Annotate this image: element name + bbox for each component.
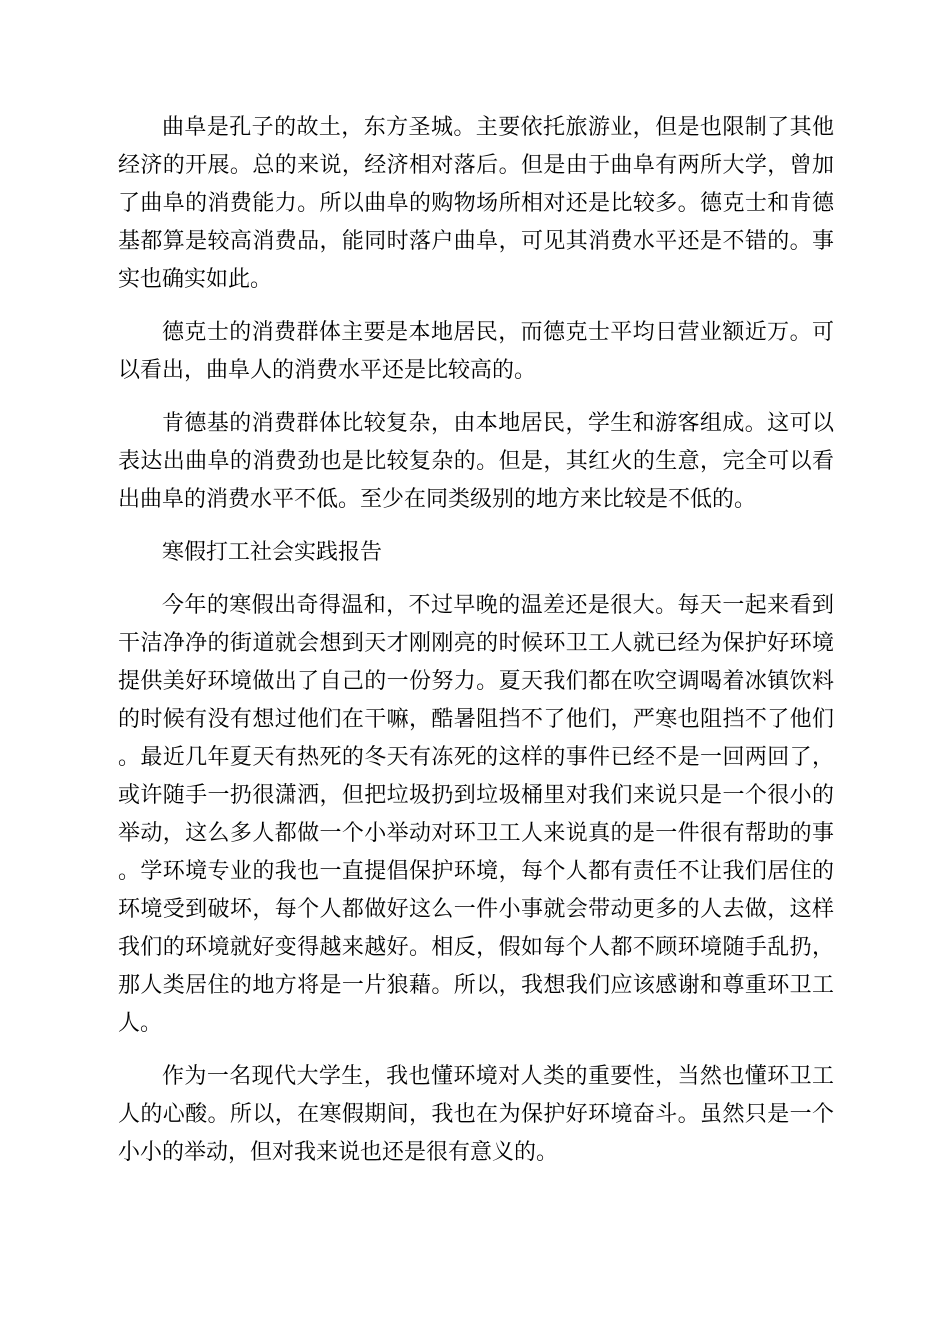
paragraph-kfc-consumers: 肯德基的消费群体比较复杂，由本地居民，学生和游客组成。这可以表达出曲阜的消费劲也是比较复杂的。但是，其红火的生意，完全可以看出曲阜的消费水平不低。至少在同类级别的地方来比较是不低的。	[118, 411, 834, 512]
section-heading: 寒假打工社会实践报告	[162, 540, 383, 565]
paragraph-college-student: 作为一名现代大学生，我也懂环境对人类的重要性，当然也懂环卫工人的心酸。所以，在寒假期间，我也在为保护好环境奋斗。虽然只是一个小小的举动，但对我来说也还是很有意义的。	[118, 1064, 834, 1165]
paragraph-dicos-consumers: 德克士的消费群体主要是本地居民，而德克士平均日营业额近万。可以看出，曲阜人的消费水平还是比较高的。	[118, 320, 834, 383]
document-body	[118, 109, 834, 1187]
paragraph-qufu-economy: 曲阜是孔子的故土，东方圣城。主要依托旅游业，但是也限制了其他经济的开展。总的来说，经济相对落后。但是由于曲阜有两所大学，曾加了曲阜的消费能力。所以曲阜的购物场所相对还是比较多。德克士和肯德基都算是较高消费品，能同时落户曲阜，可见其消费水平还是不错的。事实也确实如此。	[118, 115, 834, 292]
paragraph-winter-break: 今年的寒假出奇得温和，不过早晚的温差还是很大。每天一起来看到干洁净净的街道就会想到天才刚刚亮的时候环卫工人就已经为保护好环境提供美好环境做出了自己的一份努力。夏天我们都在吹空调喝着冰镇饮料的时候有没有想过他们在干嘛，酷暑阻挡不了他们，严寒也阻挡不了他们。最近几年夏天有热死的冬天有冻死的这样的事件已经不是一回两回了，或许随手一扔很潇洒，但把垃圾扔到垃圾桶里对我们来说只是一个很小的举动，这么多人都做一个小举动对环卫工人来说真的是一件很有帮助的事。学环境专业的我也一直提倡保护环境，每个人都有责任不让我们居住的环境受到破坏，每个人都做好这么一件小事就会带动更多的人去做，这样我们的环境就好变得越来越好。相反，假如每个人都不顾环境随手乱扔，那人类居住的地方将是一片狼藉。所以，我想我们应该感谢和尊重环卫工人。	[118, 593, 834, 1036]
